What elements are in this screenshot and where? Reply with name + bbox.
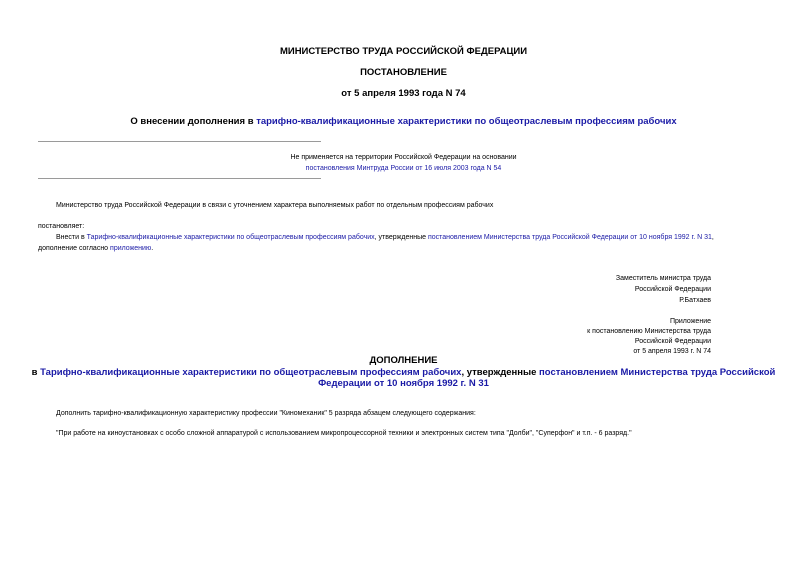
appendix-ref: к постановлению Министерства труда	[587, 328, 711, 335]
addition-subtitle-line1	[0, 367, 807, 378]
signature-org: Российской Федерации	[634, 286, 711, 293]
addition-subtitle-line2	[0, 378, 807, 389]
resolution-paragraph	[56, 233, 714, 243]
signature-position: Заместитель министра труда	[615, 275, 711, 282]
resolution-text-e: .	[151, 245, 154, 252]
addition-paragraph-1: Дополнить тарифно-квалификационную характеристику профессии "Киномеханик" 5 разряда абзацем следующего содержания:	[56, 410, 476, 417]
addition-paragraph-2: "При работе на киноустановках с особо сложной аппаратурой с использованием микропроцессорной техники и электронных систем типа "Долби", "Суперфон" и т.п. - 6 разряд."	[56, 430, 632, 437]
doc-title-prefix: О внесении дополнения в	[130, 116, 257, 127]
title-link[interactable]: тарифно-квалификационные характеристики по общеотраслевым профессиям рабочих	[256, 116, 677, 127]
resolution-text-a: Внести в	[56, 234, 87, 241]
appendix-date: от 5 апреля 1993 г. N 74	[633, 348, 711, 355]
intro-paragraph: Министерство труда Российской Федерации в связи с уточнением характера выполняемых работ по отдельным профессиям рабочих	[56, 202, 494, 209]
resolution-paragraph-cont	[38, 244, 153, 254]
addition-characteristics-link[interactable]: Тарифно-квалификационные характеристики по общеотраслевым профессиям рабочих	[40, 367, 462, 378]
addition-sub-b: , утвержденные	[461, 367, 540, 378]
notice-link-line	[0, 164, 807, 174]
appendix-link[interactable]: приложению	[110, 245, 152, 252]
appendix-label: Приложение	[669, 318, 711, 325]
doc-date: от 5 апреля 1993 года N 74	[341, 88, 466, 99]
resolution-text-b: , утвержденные	[374, 234, 428, 241]
resolution-1992-link[interactable]: постановлением Министерства труда Российской Федерации от 10 ноября 1992 г. N 31	[427, 234, 712, 241]
addition-heading: ДОПОЛНЕНИЕ	[369, 355, 438, 366]
divider-bottom	[38, 178, 321, 179]
resolution-text-d: дополнение согласно	[38, 245, 111, 252]
addition-resolution-link-cont[interactable]: Федерации от 10 ноября 1992 г. N 31	[318, 378, 489, 389]
addition-sub-a: в	[31, 367, 41, 378]
notice-link[interactable]: постановления Минтруда России от 16 июля 2003 года N 54	[305, 165, 502, 172]
ministry-title: МИНИСТЕРСТВО ТРУДА РОССИЙСКОЙ ФЕДЕРАЦИИ	[279, 46, 528, 57]
notice-line: Не применяется на территории Российской Федерации на основании	[290, 154, 517, 161]
addition-resolution-link[interactable]: постановлением Министерства труда Российской	[539, 367, 776, 378]
signature-name: Р.Батхаев	[679, 297, 711, 304]
divider-top	[38, 141, 321, 142]
tariff-characteristics-link[interactable]: Тарифно-квалификационные характеристики по общеотраслевым профессиям рабочих	[86, 234, 375, 241]
appendix-org: Российской Федерации	[634, 338, 711, 345]
doc-title	[0, 116, 807, 127]
postanovlyaet-label: постановляет:	[38, 223, 85, 230]
doc-type: ПОСТАНОВЛЕНИЕ	[360, 67, 447, 78]
resolution-text-c: ,	[711, 234, 714, 241]
